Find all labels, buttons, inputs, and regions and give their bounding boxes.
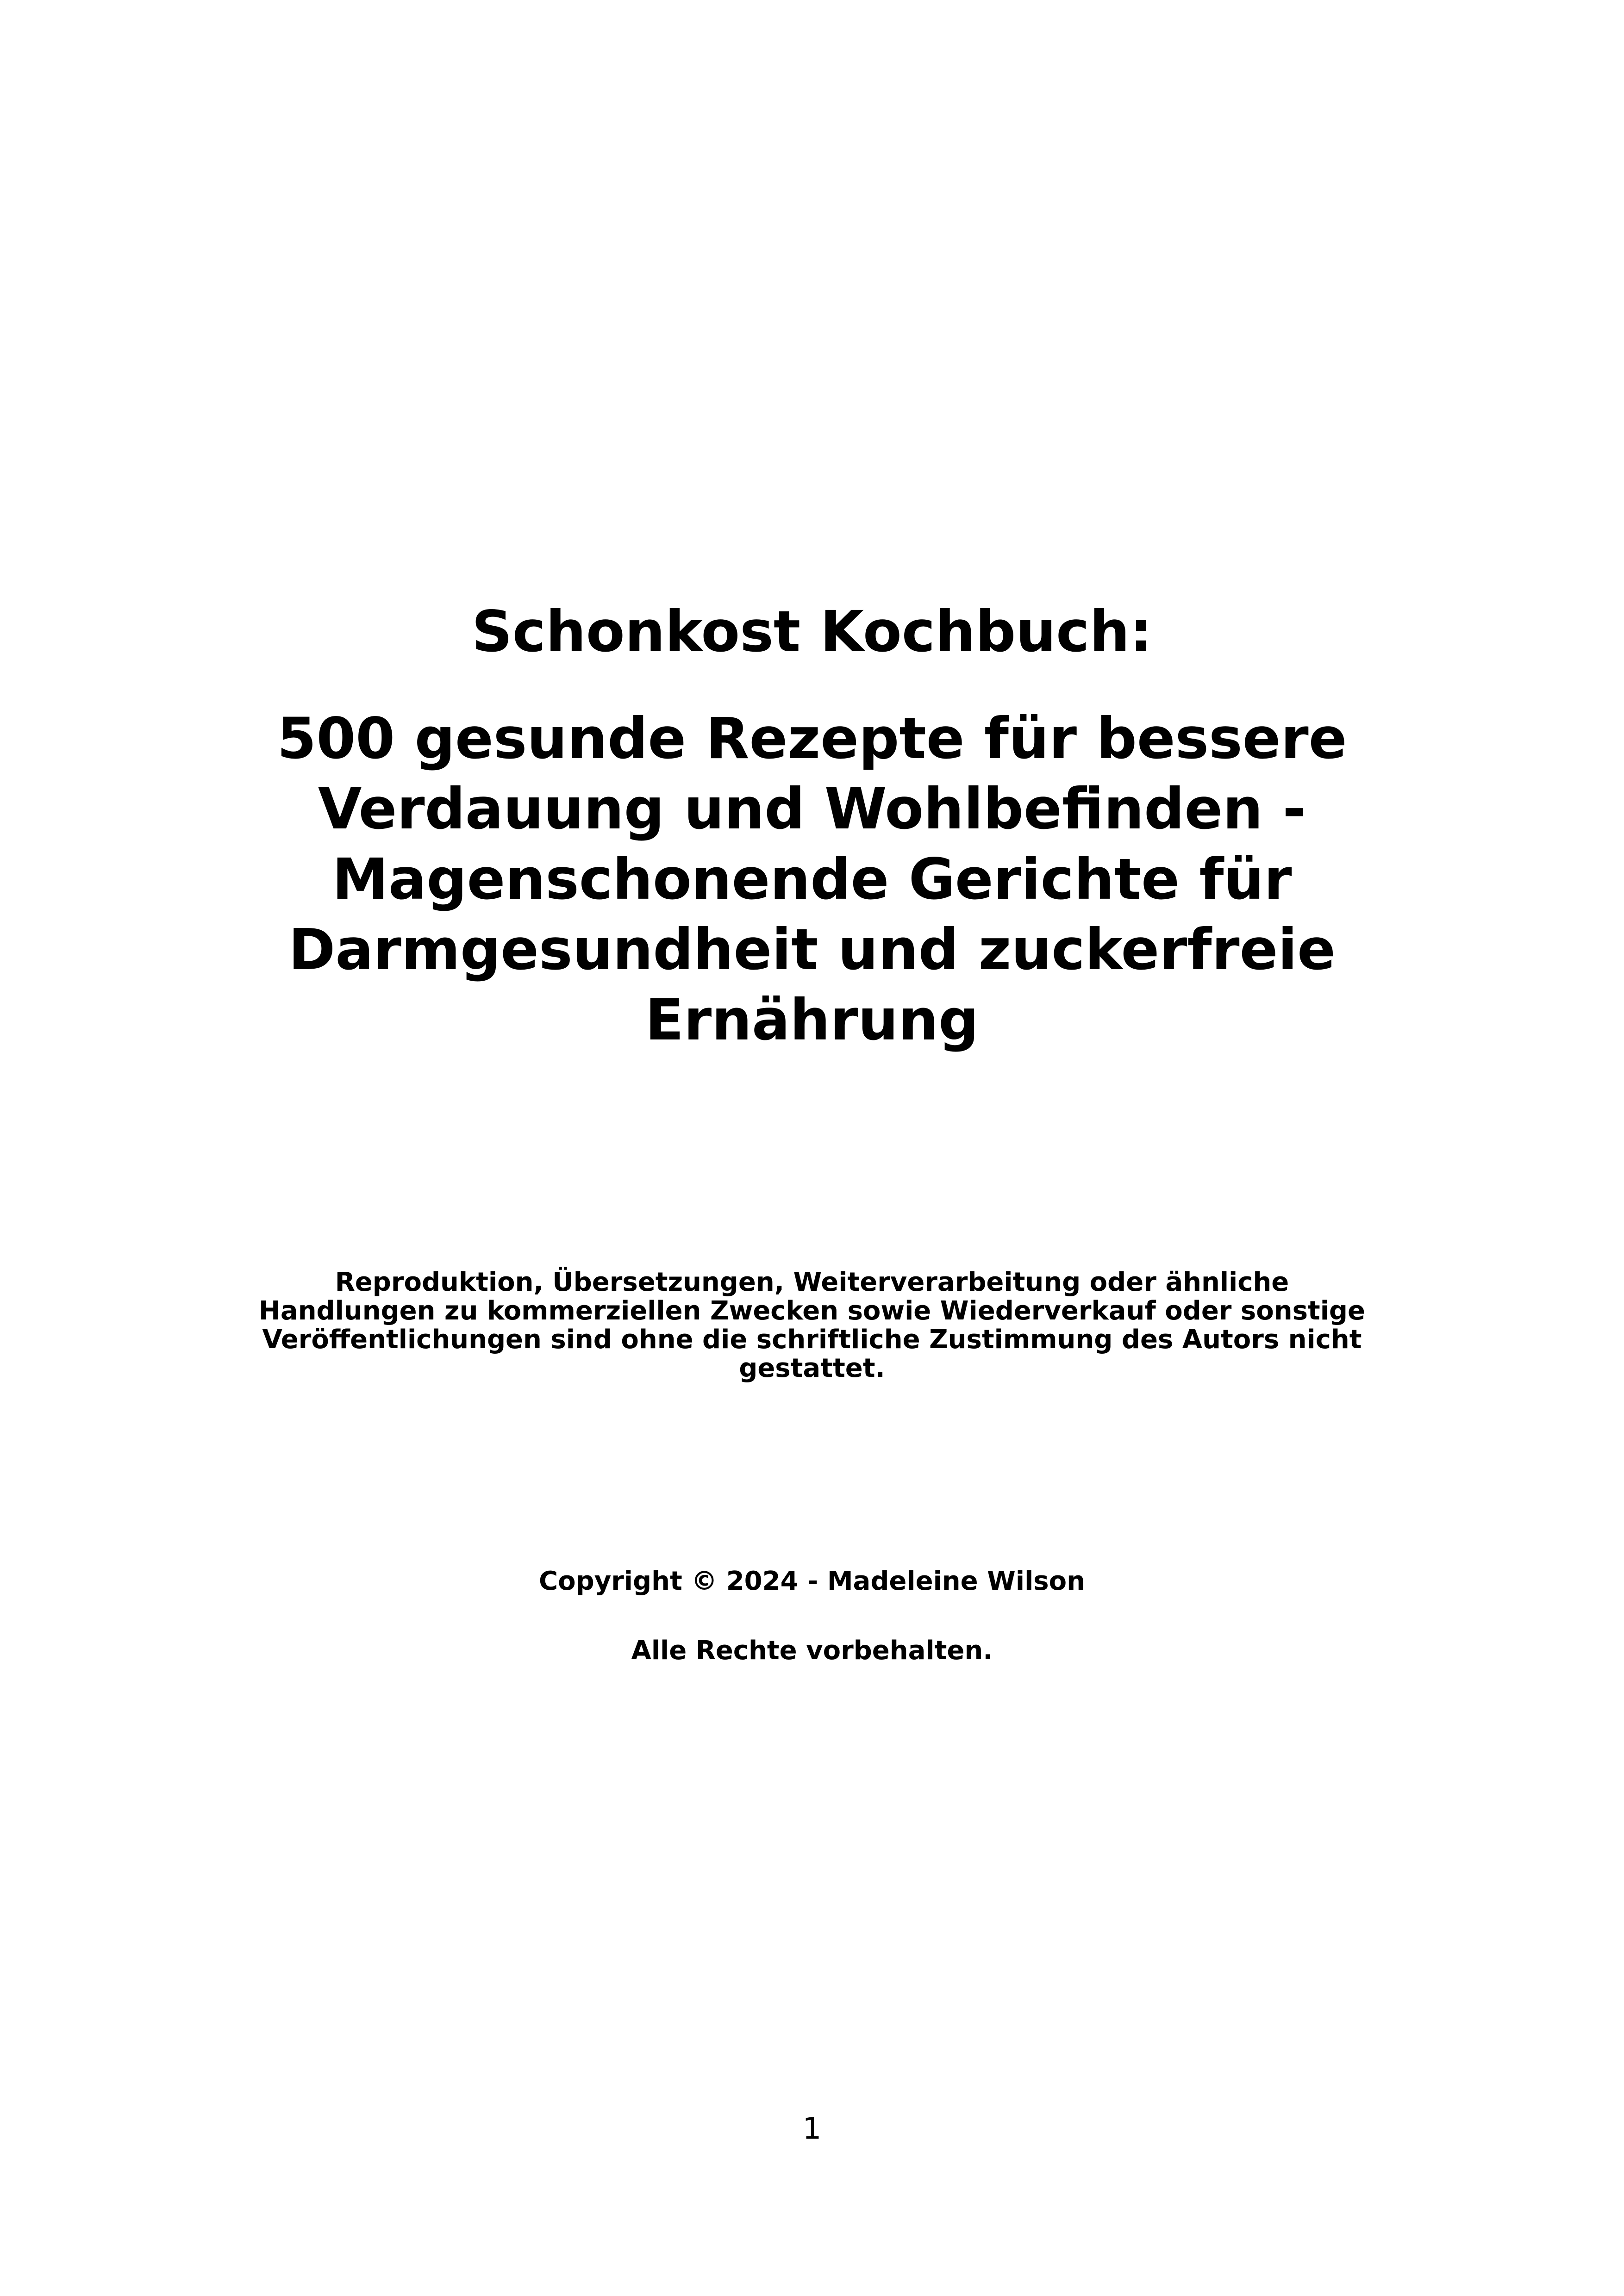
page-number: 1: [802, 2112, 822, 2146]
reproduction-notice: Reproduktion, Übersetzungen, Weiterverarbeitung oder ähnliche Handlungen zu kommerziellen Zwecken sowie Wiederverkauf oder sonstige Veröffentlichungen sind ohne die schriftliche Zustimmung des Autors nicht gestattet.: [259, 1267, 1365, 1383]
book-subtitle: 500 gesunde Rezepte für bessere Verdauung und Wohlbefinden - Magenschonende Gerichte für Darmgesundheit und zuckerfreie Ernährung: [277, 706, 1347, 1053]
book-title: Schonkost Kochbuch:: [471, 599, 1153, 665]
rights-reserved-line: Alle Rechte vorbehalten.: [631, 1636, 993, 1666]
copyright-line: Copyright © 2024 - Madeleine Wilson: [539, 1566, 1085, 1596]
